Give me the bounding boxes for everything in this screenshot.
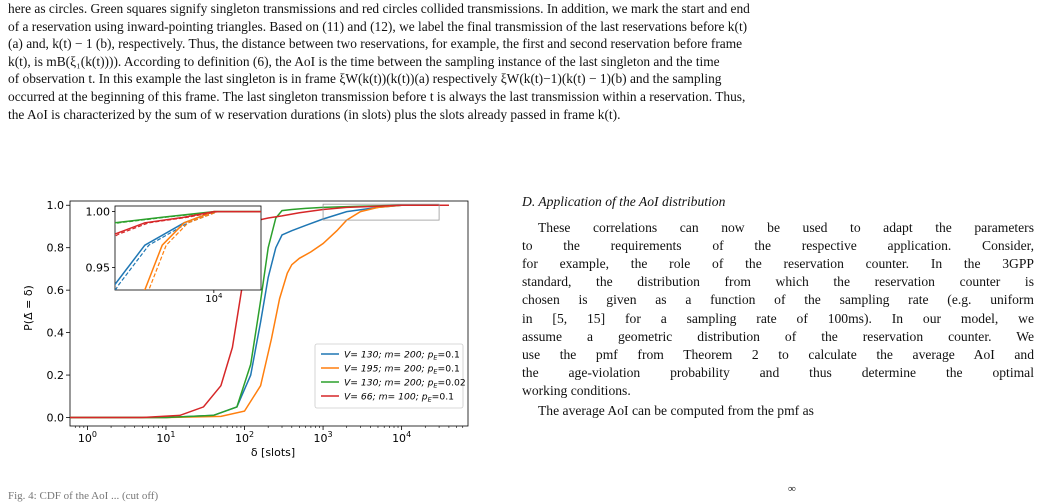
text-line: here as circles. Green squares signify singleton transmissions and red circles collided transmissions. In addition, we mark the start and end <box>8 1 750 16</box>
text-line: standard, the distribution from which the reservation counter is <box>522 274 1034 290</box>
legend-label: V= 130; m= 200; $p_E=0.1$ <box>344 349 460 362</box>
text-line: assume a geometric distribution of the reservation counter. We <box>522 328 1034 344</box>
infinity-symbol: ∞ <box>788 483 796 495</box>
x-tick-label: $10^0$ <box>77 430 97 445</box>
figure-caption: Fig. 4: CDF of the AoI ... (cut off) <box>8 490 159 502</box>
legend-label: V= 195; m= 200; $p_E=0.1$ <box>344 363 460 376</box>
x-tick-label: $10^4$ <box>392 430 412 445</box>
cdf-figure <box>20 193 480 473</box>
paragraph-lines <box>8 0 1032 123</box>
x-tick-label: $10^3$ <box>313 430 333 445</box>
text-line: occurred at the beginning of this frame. The last singleton transmission before t is always the last transmission within a reservation. Thus, <box>8 88 746 104</box>
text-line: the age-violation probability and thus determine the optimal <box>522 364 1034 380</box>
text-line: working conditions. <box>522 382 631 398</box>
text-line: use the pmf from Theorem 2 to calculate the average AoI and <box>522 346 1034 362</box>
text-line: for example, the role of the reservation counter. In the 3GPP <box>522 256 1034 272</box>
text-line: the AoI is characterized by the sum of w reservation durations (in slots) plus the slots already passed in frame k(t). <box>8 106 621 122</box>
section-title: D. Application of the AoI distribution <box>522 194 726 209</box>
text-line: of a reservation using inward-pointing triangles. Based on (11) and (12), we label the final transmission of the last reservations before k(t) <box>8 18 748 34</box>
text-line: in [5, 15] for a sampling rate of 100ms). In our model, we <box>522 310 1034 326</box>
legend-label: V= 130; m= 200; $p_E=0.02$ <box>344 377 466 390</box>
section-paragraph-2: The average AoI can be computed from the pmf as <box>538 403 814 419</box>
y-tick-label: 0.2 <box>46 369 64 383</box>
section-paragraph <box>522 219 1034 400</box>
inset-y-tick-label: 0.95 <box>85 261 110 275</box>
x-axis-label: δ [slots] <box>250 446 296 459</box>
text-line: k(t), is mB(ξ₁(k(t)))). According to definition (6), the AoI is the time between the sampling instance of the last singleton and the time <box>8 53 720 69</box>
inset-frame <box>115 206 261 290</box>
x-tick-label: $10^1$ <box>156 430 176 445</box>
y-tick-label: 0.4 <box>46 326 64 340</box>
text-line: to the requirements of the respective application. Consider, <box>522 238 1034 254</box>
body-paragraph <box>8 0 1032 123</box>
section-d <box>522 193 1034 420</box>
y-tick-label: 0.0 <box>46 411 64 425</box>
text-line: (a) and, k(t) − 1 (b), respectively. Thus, the distance between two reservations, for example, the first and second reservation before frame <box>8 36 743 52</box>
inset-x-tick-label: $10^4$ <box>205 292 223 305</box>
inset-y-tick-label: 1.00 <box>85 205 110 219</box>
x-tick-label: $10^2$ <box>234 430 255 445</box>
text-line: These correlations can now be used to adapt the parameters <box>538 220 1034 236</box>
cdf-chart <box>20 193 480 473</box>
y-tick-label: 0.6 <box>46 284 64 298</box>
y-tick-label: 1.0 <box>46 199 64 213</box>
y-tick-label: 0.8 <box>46 241 64 255</box>
text-line: of observation t. In this example the last singleton is in frame ξW(k(t))(k(t))(a) respectively ξW(k(t)−1)(k(t) − 1)(b) and the sampling <box>8 71 722 87</box>
y-axis-label: P(Δ̄ = δ) <box>22 285 35 331</box>
legend-label: V= 66; m= 100; $p_E=0.1$ <box>344 391 454 404</box>
text-line: chosen is given as a function of the sampling rate (e.g. uniform <box>522 292 1034 308</box>
